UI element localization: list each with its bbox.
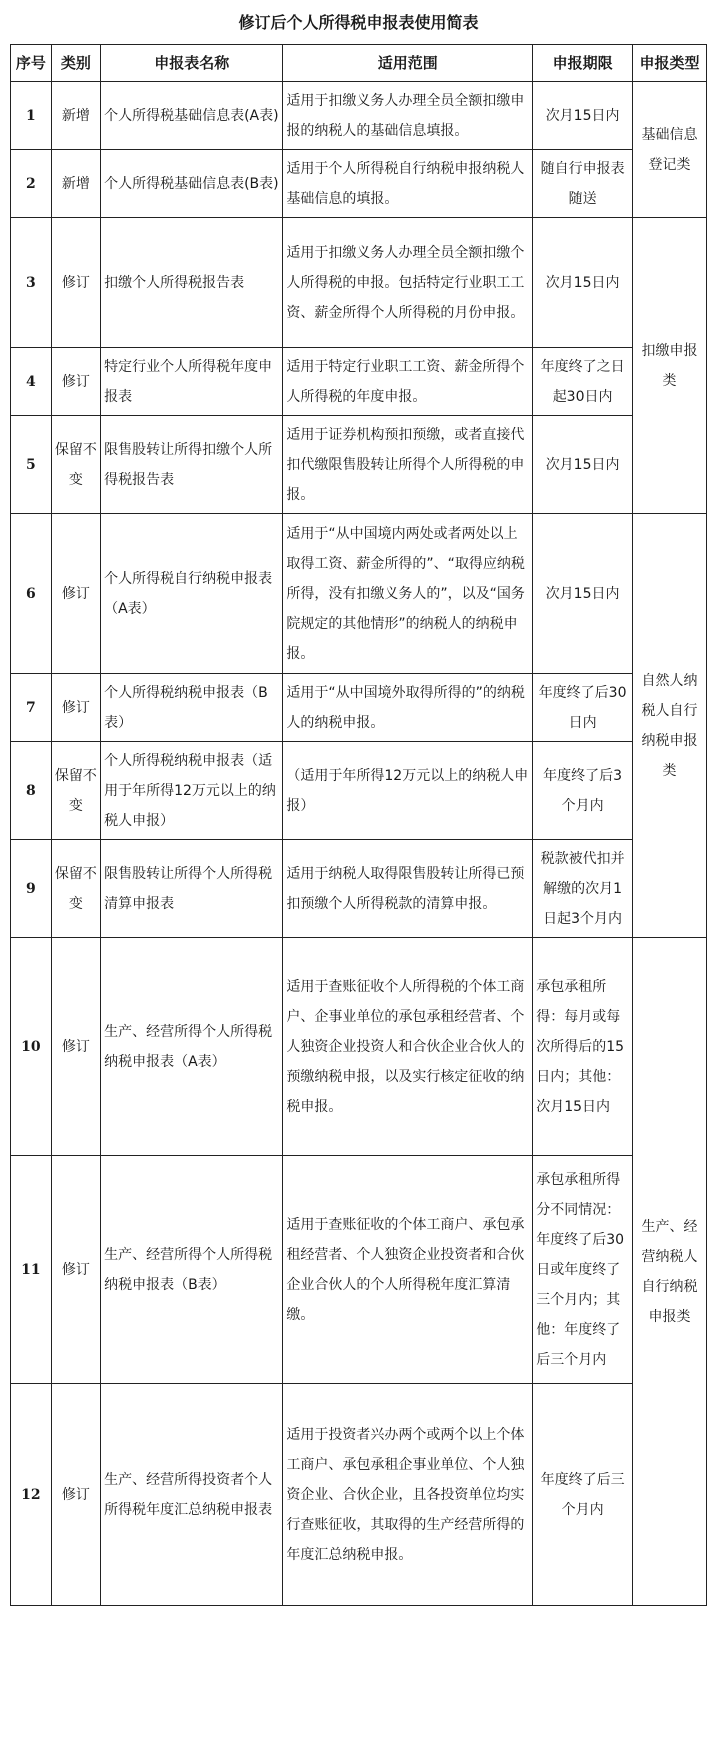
table-row [11,82,707,150]
row-name: 限售股转让所得个人所得税清算申报表 [101,840,283,938]
row-no: 11 [11,1156,52,1384]
row-category: 修订 [51,348,100,416]
row-no: 10 [11,938,52,1156]
row-deadline: 承包承租所得：每月或每次所得后的15日内；其他：次月15日内 [533,938,633,1156]
header-name: 申报表名称 [101,45,283,82]
row-category: 修订 [51,1156,100,1384]
row-name: 个人所得税自行纳税申报表（A表） [101,514,283,674]
row-no: 9 [11,840,52,938]
row-no: 7 [11,674,52,742]
row-name: 个人所得税纳税申报表（B表） [101,674,283,742]
table-row [11,514,707,674]
row-name: 个人所得税基础信息表(A表) [101,82,283,150]
row-no: 3 [11,218,52,348]
row-name: 生产、经营所得个人所得税纳税申报表（B表） [101,1156,283,1384]
declaration-table [10,44,707,1606]
header-no: 序号 [11,45,52,82]
row-name: 个人所得税基础信息表(B表) [101,150,283,218]
row-category: 修订 [51,218,100,348]
row-scope: 适用于扣缴义务人办理全员全额扣缴个人所得税的申报。包括特定行业职工工资、薪金所得个人所得税的月份申报。 [283,218,533,348]
row-no: 1 [11,82,52,150]
row-deadline: 年度终了之日起30日内 [533,348,633,416]
row-deadline: 年度终了后三个月内 [533,1384,633,1606]
row-deadline: 随自行申报表随送 [533,150,633,218]
row-no: 12 [11,1384,52,1606]
header-scope: 适用范围 [283,45,533,82]
row-category: 修订 [51,674,100,742]
row-category: 新增 [51,82,100,150]
table-row [11,150,707,218]
row-scope: 适用于扣缴义务人办理全员全额扣缴申报的纳税人的基础信息填报。 [283,82,533,150]
table-row [11,938,707,1156]
table-row [11,742,707,840]
row-deadline: 年度终了后30日内 [533,674,633,742]
row-no: 8 [11,742,52,840]
header-row [11,45,707,82]
page-title: 修订后个人所得税申报表使用简表 [238,13,479,32]
row-category: 保留不变 [51,742,100,840]
header-deadline: 申报期限 [533,45,633,82]
row-deadline: 年度终了后3个月内 [533,742,633,840]
table-row [11,416,707,514]
table-row [11,674,707,742]
table-row [11,1384,707,1606]
type-business-self: 生产、经营纳税人自行纳税申报类 [632,938,706,1606]
row-no: 5 [11,416,52,514]
row-name: 生产、经营所得个人所得税纳税申报表（A表） [101,938,283,1156]
row-no: 4 [11,348,52,416]
table-row [11,840,707,938]
row-name: 扣缴个人所得税报告表 [101,218,283,348]
row-no: 2 [11,150,52,218]
row-deadline: 次月15日内 [533,514,633,674]
row-scope: 适用于查账征收的个体工商户、承包承租经营者、个人独资企业投资者和合伙企业合伙人的个人所得税年度汇算清缴。 [283,1156,533,1384]
row-deadline: 次月15日内 [533,416,633,514]
row-no: 6 [11,514,52,674]
row-deadline: 税款被代扣并解缴的次月1日起3个月内 [533,840,633,938]
row-category: 修订 [51,514,100,674]
type-individual-self: 自然人纳税人自行纳税申报类 [632,514,706,938]
row-category: 保留不变 [51,840,100,938]
row-scope: 适用于特定行业职工工资、薪金所得个人所得税的年度申报。 [283,348,533,416]
row-scope: 适用于查账征收个人所得税的个体工商户、企事业单位的承包承租经营者、个人独资企业投资人和合伙企业合伙人的预缴纳税申报，以及实行核定征收的纳税申报。 [283,938,533,1156]
row-category: 新增 [51,150,100,218]
row-scope: （适用于年所得12万元以上的纳税人申报） [283,742,533,840]
type-withholding: 扣缴申报类 [632,218,706,514]
row-name: 生产、经营所得投资者个人所得税年度汇总纳税申报表 [101,1384,283,1606]
row-category: 修订 [51,1384,100,1606]
row-scope: 适用于投资者兴办两个或两个以上个体工商户、承包承租企事业单位、个人独资企业、合伙企业，且各投资单位均实行查账征收，其取得的生产经营所得的年度汇总纳税申报。 [283,1384,533,1606]
row-deadline: 次月15日内 [533,82,633,150]
row-scope: 适用于纳税人取得限售股转让所得已预扣预缴个人所得税款的清算申报。 [283,840,533,938]
table-row [11,218,707,348]
table-row [11,1156,707,1384]
row-scope: 适用于“从中国境外取得所得的”的纳税人的纳税申报。 [283,674,533,742]
row-name: 个人所得税纳税申报表（适用于年所得12万元以上的纳税人申报） [101,742,283,840]
table-row [11,348,707,416]
row-deadline: 承包承租所得分不同情况：年度终了后30日或年度终了三个月内；其他：年度终了后三个月内 [533,1156,633,1384]
type-basic-info: 基础信息登记类 [632,82,706,218]
row-category: 修订 [51,938,100,1156]
row-category: 保留不变 [51,416,100,514]
row-scope: 适用于“从中国境内两处或者两处以上取得工资、薪金所得的”、“取得应纳税所得，没有扣缴义务人的”，以及“国务院规定的其他情形”的纳税人的纳税申报。 [283,514,533,674]
row-name: 特定行业个人所得税年度申报表 [101,348,283,416]
row-deadline: 次月15日内 [533,218,633,348]
row-scope: 适用于证券机构预扣预缴，或者直接代扣代缴限售股转让所得个人所得税的申报。 [283,416,533,514]
row-name: 限售股转让所得扣缴个人所得税报告表 [101,416,283,514]
header-category: 类别 [51,45,100,82]
row-scope: 适用于个人所得税自行纳税申报纳税人基础信息的填报。 [283,150,533,218]
header-type: 申报类型 [632,45,706,82]
